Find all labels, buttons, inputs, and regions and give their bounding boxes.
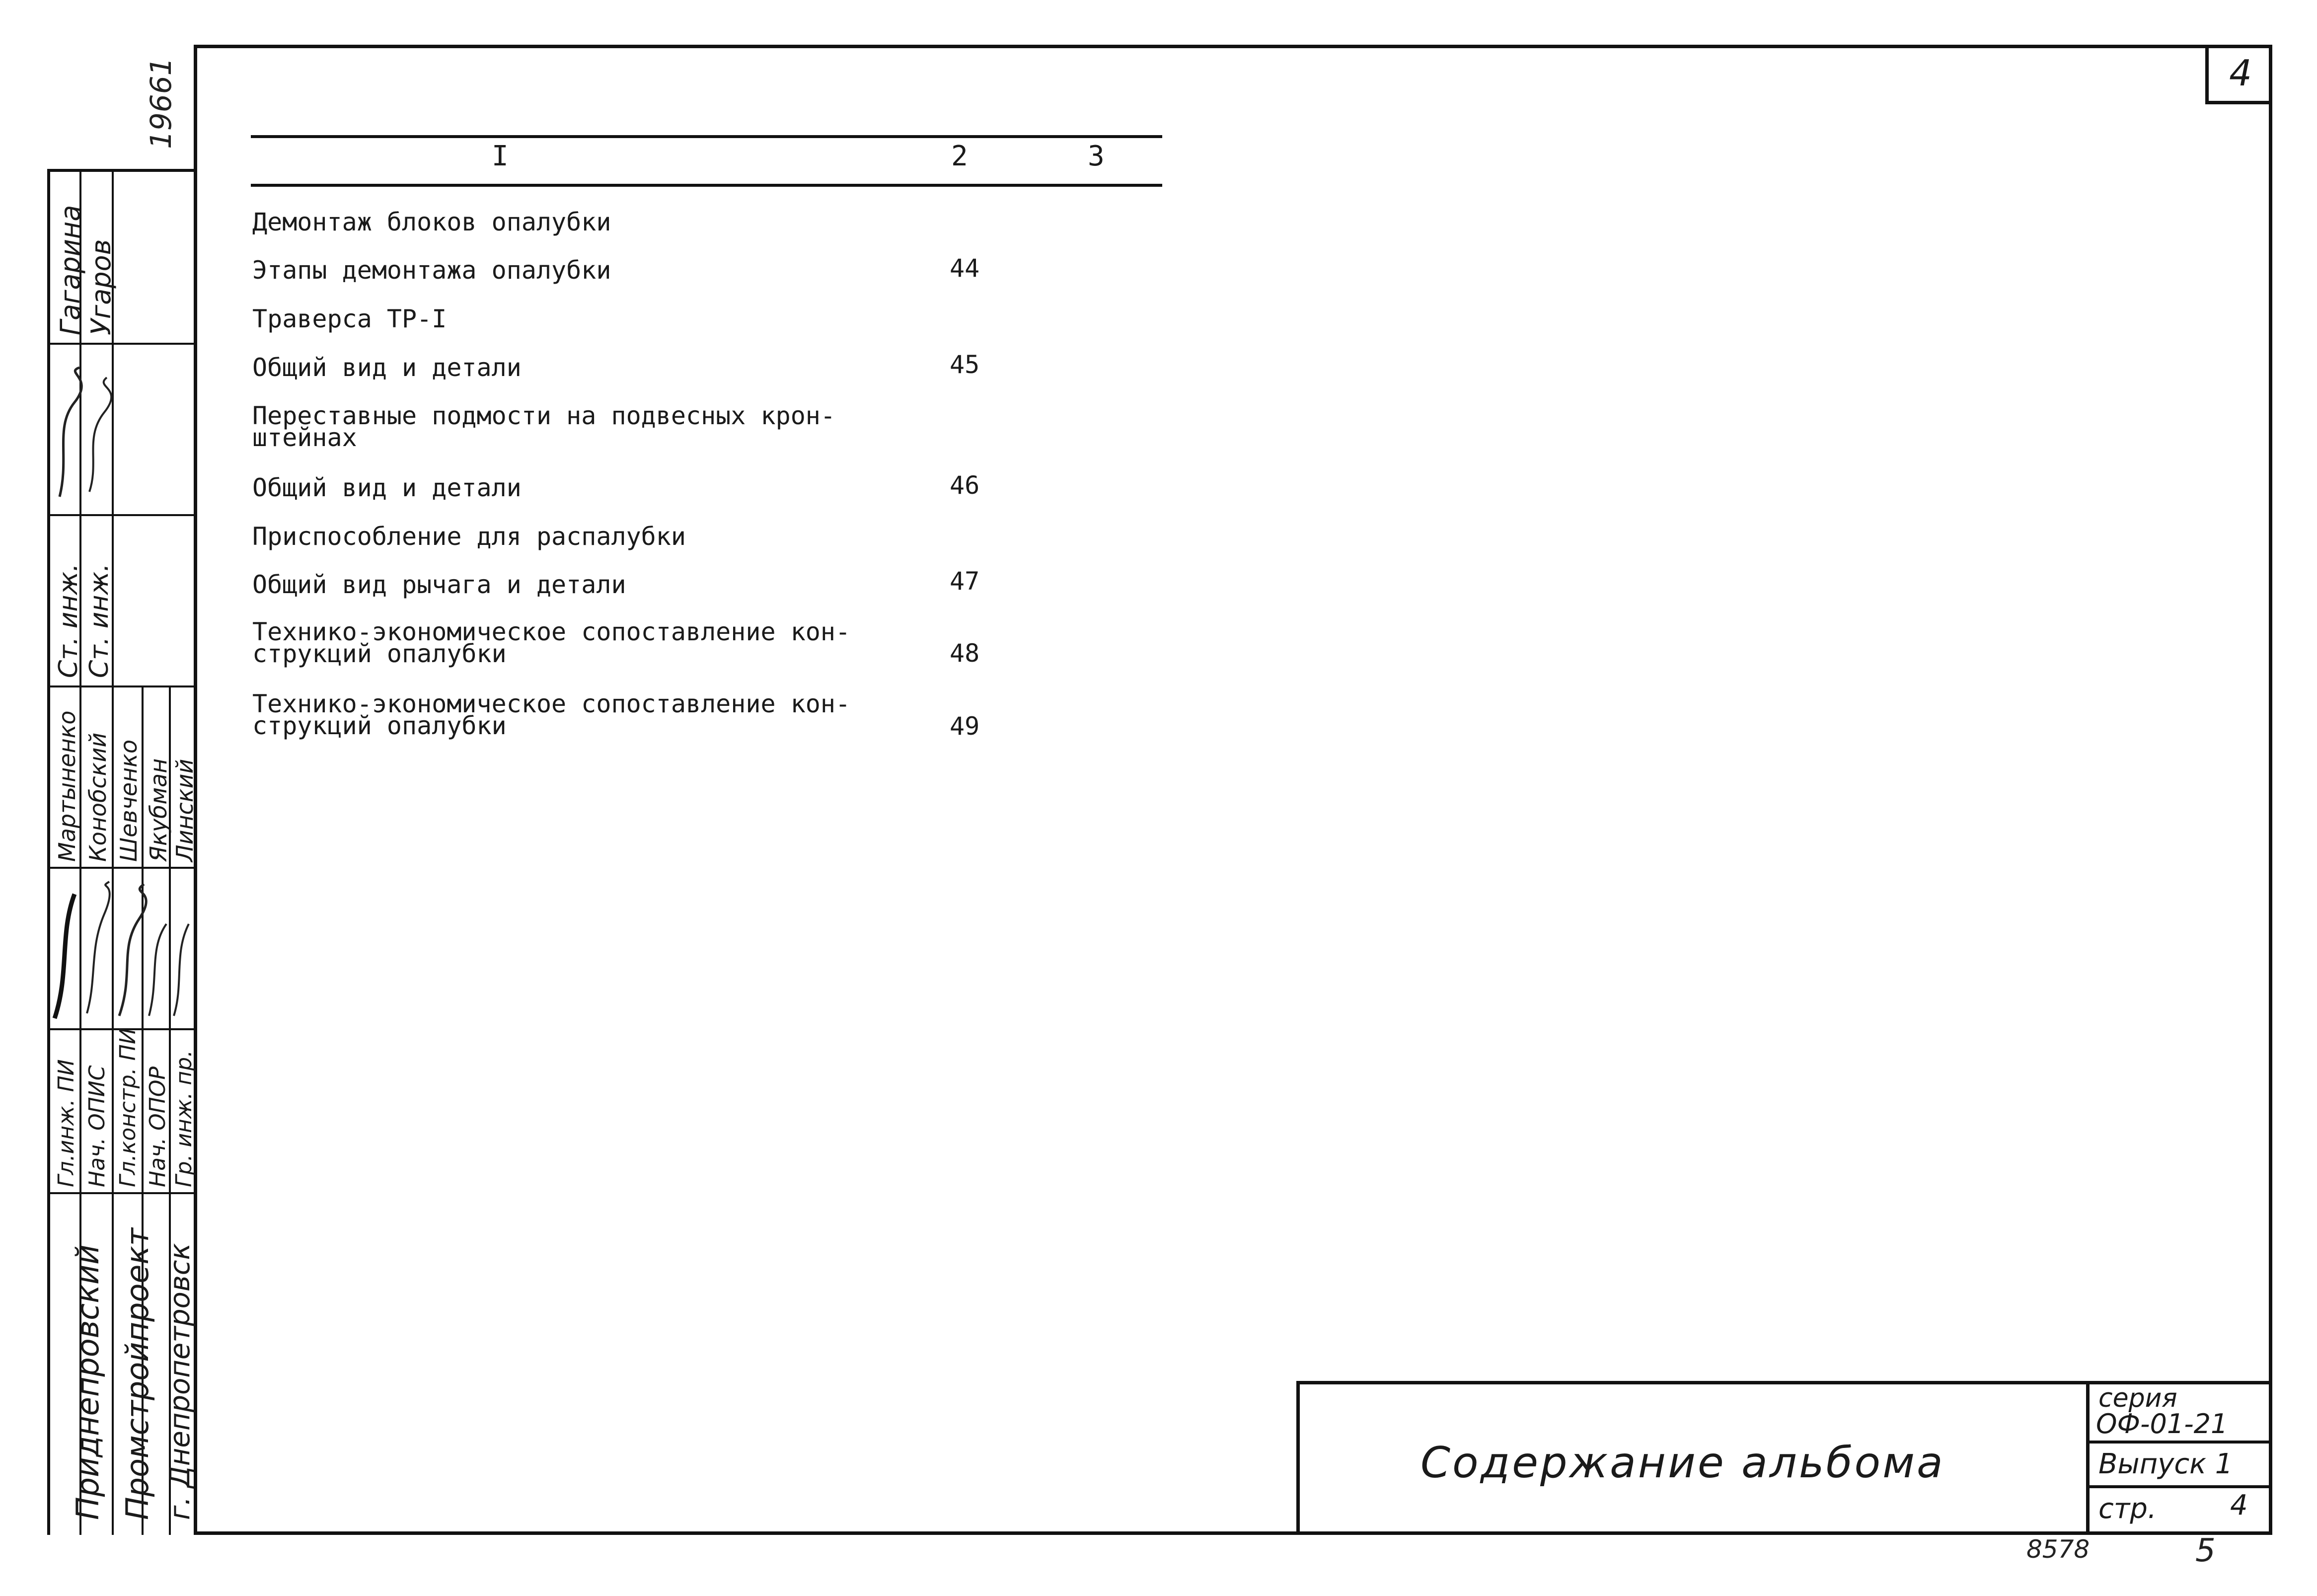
page-label: стр.	[2098, 1493, 2157, 1525]
toc-row-page: 49	[950, 712, 980, 741]
toc-row-page: 45	[950, 350, 980, 379]
toc-header-rule-top	[251, 135, 1162, 138]
toc-header-rule-bottom	[251, 184, 1162, 187]
stamp-position: Гр. инж. пр.	[171, 1050, 197, 1187]
stamp-name: Гагарина	[55, 205, 86, 335]
toc-row-text: Общий вид и детали	[252, 353, 522, 382]
toc-row-text: Этапы демонтажа опалубки	[252, 256, 611, 285]
toc-row-page: 46	[950, 471, 980, 500]
toc-row-page: 44	[950, 254, 980, 283]
stamp-position: Гл.констр. ПИ	[115, 1028, 141, 1187]
stamp-row-line	[47, 867, 194, 869]
sheet-number: 4	[2205, 45, 2272, 104]
toc-row-text: Траверса ТР-I	[252, 304, 447, 333]
stamp-row-line	[47, 685, 194, 687]
title-block-divider	[2086, 1485, 2272, 1488]
stamp-name: Угаров	[85, 239, 117, 335]
toc-row-text: Технико-экономическое сопоставление кон- струкций опалубки	[252, 689, 851, 740]
toc-header-col-1: I	[492, 140, 509, 172]
stamp-row-line	[47, 514, 194, 516]
toc-row-text: Технико-экономическое сопоставление кон- струкций опалубки	[252, 617, 851, 668]
stamp-position: Нач. ОПИС	[84, 1065, 110, 1187]
stamp-position: Гл.инж. ПИ	[54, 1059, 79, 1187]
series-label: серия	[2098, 1383, 2177, 1413]
stamp-name: Шевченко	[115, 739, 142, 862]
archive-note: 19661	[144, 57, 178, 149]
stamp-position: Ст. инж.	[84, 563, 114, 678]
org-name-line-2: Промстройпроект	[119, 1227, 155, 1520]
toc-row-text: Переставные подмости на подвесных крон- штейнах	[252, 401, 835, 452]
org-city: г. Днепропетровск	[164, 1243, 196, 1520]
issue-number: Выпуск 1	[2098, 1448, 2233, 1480]
toc-row-page: 47	[950, 567, 980, 596]
toc-row-text: Приспособление для распалубки	[252, 522, 686, 551]
signature-mark	[50, 874, 194, 1023]
signature-mark	[50, 358, 114, 507]
toc-header-col-2: 2	[951, 140, 968, 172]
toc-row-text: Общий вид рычага и детали	[252, 570, 626, 599]
series-code: ОФ-01-21	[2096, 1408, 2228, 1440]
page-value: 4	[2230, 1489, 2248, 1521]
stamp-row-line	[47, 1192, 194, 1194]
toc-row-page: 48	[950, 639, 980, 668]
stamp-name: Линский	[171, 759, 198, 862]
stamp-name: Конобский	[84, 732, 111, 862]
document-title: Содержание альбома	[1420, 1438, 1945, 1488]
stamp-name: Мартыненко	[54, 710, 80, 862]
archive-number: 8578	[2026, 1535, 2090, 1564]
toc-row-text: Общий вид и детали	[252, 473, 522, 502]
stamp-position: Нач. ОПОР	[145, 1066, 170, 1187]
title-block-divider	[2086, 1381, 2090, 1535]
stamp-row-line	[47, 343, 194, 345]
title-block-divider	[2086, 1441, 2272, 1444]
sheet-index: 5	[2195, 1532, 2216, 1569]
stamp-name: Якубман	[145, 758, 172, 862]
toc-header-col-3: 3	[1088, 140, 1105, 172]
toc-row-text: Демонтаж блоков опалубки	[252, 208, 611, 236]
stamp-position: Ст. инж.	[54, 563, 83, 678]
org-name-line-1: Приднепровский	[70, 1244, 106, 1520]
